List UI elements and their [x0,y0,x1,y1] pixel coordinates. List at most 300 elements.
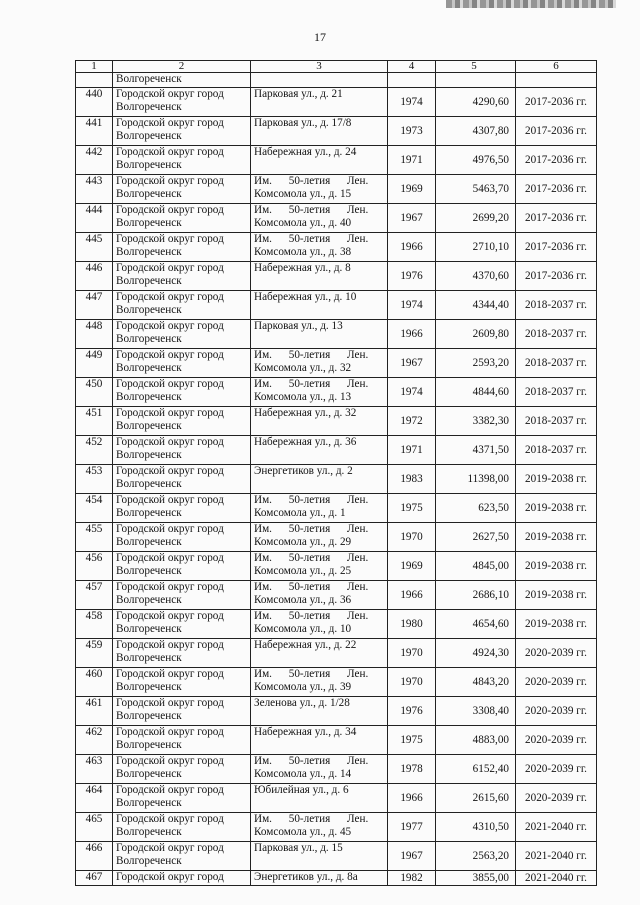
address-line-2: Комсомола ул., д. 40 [254,217,352,229]
cell-address [251,204,388,233]
cell-period: 2017-2036 гг. [516,146,597,175]
table-row [76,233,597,262]
cell-address [251,88,388,117]
cell-address [251,262,388,291]
address-line-1: Им. 50-летия Лен. [254,610,369,622]
cell-period: 2021-2040 гг. [516,842,597,871]
cell-address [251,784,388,813]
cell-address [251,320,388,349]
municipality-line-2: Волгореченск [116,101,182,113]
cell-number: 446 [76,262,113,291]
cell-number: 457 [76,581,113,610]
municipality-line-1: Городской округ город [116,204,224,216]
cell-municipality [113,871,251,886]
cell-year: 1983 [388,465,436,494]
cell-address [251,233,388,262]
municipality-line-1: Городской округ город [116,88,224,100]
cell-area: 3855,00 [436,871,516,886]
municipality-line-2: Волгореченск [116,449,182,461]
cell-number: 449 [76,349,113,378]
cell-number: 458 [76,610,113,639]
cell-municipality [113,436,251,465]
municipality-line-1: Городской округ город [116,755,224,767]
table-row [76,755,597,784]
cell-address [251,842,388,871]
municipality-line-2: Волгореченск [116,710,182,722]
municipality-line-2: Волгореченск [116,768,182,780]
address-line-2: Комсомола ул., д. 38 [254,246,352,258]
cell-period: 2018-2037 гг. [516,320,597,349]
municipality-line-1: Городской округ город [116,697,224,709]
cell-period: 2018-2037 гг. [516,407,597,436]
cell-area: 2609,80 [436,320,516,349]
cell-period: 2021-2040 гг. [516,813,597,842]
cell-year: 1982 [388,871,436,886]
cell-area: 4883,00 [436,726,516,755]
cell-address [251,146,388,175]
cell-municipality [113,378,251,407]
municipality-line-2: Волгореченск [116,275,182,287]
address-line-2: Комсомола ул., д. 14 [254,768,352,780]
cell-year: 1976 [388,262,436,291]
cell-period: 2019-2038 гг. [516,552,597,581]
cell-year: 1980 [388,610,436,639]
address-line-2: Комсомола ул., д. 15 [254,188,352,200]
cell-number: 443 [76,175,113,204]
cell-municipality [113,407,251,436]
cell-period: 2020-2039 гг. [516,639,597,668]
cell-area: 2686,10 [436,581,516,610]
address-line-1: Им. 50-летия Лен. [254,204,369,216]
municipality-line-2: Волгореченск [116,478,182,490]
cell-year: 1967 [388,842,436,871]
cell-address [251,755,388,784]
municipality-line-1: Городской округ город [116,871,224,883]
cell-municipality [113,523,251,552]
cell-address [251,378,388,407]
cell-area: 2699,20 [436,204,516,233]
cell-year: 1975 [388,494,436,523]
address-line-1: Набережная ул., д. 22 [254,639,357,651]
housing-table [75,60,597,886]
cell-year: 1971 [388,146,436,175]
address-line-1: Парковая ул., д. 15 [254,842,343,854]
table-row [76,784,597,813]
address-line-1: Им. 50-летия Лен. [254,552,369,564]
cell-area: 4290,60 [436,88,516,117]
cell-area: 5463,70 [436,175,516,204]
cell-number: 448 [76,320,113,349]
cell-area: 3382,30 [436,407,516,436]
municipality-line-2: Волгореченск [116,565,182,577]
column-header: 2 [113,61,251,73]
column-header: 4 [388,61,436,73]
table-row [76,639,597,668]
address-line-1: Набережная ул., д. 24 [254,146,357,158]
cell-address [251,871,388,886]
cell-period: 2019-2038 гг. [516,581,597,610]
municipality-line-1: Городской округ город [116,175,224,187]
cell-number: 459 [76,639,113,668]
table-row [76,349,597,378]
cell-period: 2017-2036 гг. [516,233,597,262]
cell-period: 2020-2039 гг. [516,726,597,755]
cell-year: 1970 [388,668,436,697]
cell-address [251,73,388,88]
municipality-line-1: Городской округ город [116,494,224,506]
municipality-line-1: Городской округ город [116,436,224,448]
cell-address [251,639,388,668]
table-row [76,668,597,697]
cell-municipality [113,146,251,175]
address-line-1: Им. 50-летия Лен. [254,494,369,506]
address-line-2: Комсомола ул., д. 10 [254,623,352,635]
cell-area: 4654,60 [436,610,516,639]
table-row [76,610,597,639]
cell-municipality [113,291,251,320]
table-row [76,320,597,349]
cell-address [251,610,388,639]
cell-area: 2615,60 [436,784,516,813]
address-line-1: Набережная ул., д. 32 [254,407,357,419]
cell-year: 1977 [388,813,436,842]
municipality-line-2: Волгореченск [116,507,182,519]
cell-address [251,552,388,581]
cell-period: 2020-2039 гг. [516,697,597,726]
address-line-1: Им. 50-летия Лен. [254,378,369,390]
table-row [76,871,597,886]
address-line-1: Им. 50-летия Лен. [254,349,369,361]
table-row [76,813,597,842]
cell-number: 461 [76,697,113,726]
address-line-1: Им. 50-летия Лен. [254,523,369,535]
address-line-2: Комсомола ул., д. 25 [254,565,352,577]
cell-address [251,291,388,320]
cell-number: 460 [76,668,113,697]
cell-municipality [113,204,251,233]
column-header: 3 [251,61,388,73]
address-line-2: Комсомола ул., д. 45 [254,826,352,838]
cell-number: 447 [76,291,113,320]
cell-number: 462 [76,726,113,755]
cell-number: 467 [76,871,113,886]
cell-number: 451 [76,407,113,436]
municipality-line-1: Городской округ город [116,842,224,854]
address-line-1: Им. 50-летия Лен. [254,668,369,680]
cell-address [251,494,388,523]
municipality-line-1: Городской округ город [116,639,224,651]
municipality-line-2: Волгореченск [116,536,182,548]
cell-number: 456 [76,552,113,581]
cell-address [251,465,388,494]
address-line-2: Комсомола ул., д. 32 [254,362,352,374]
page-number: 17 [314,30,326,44]
municipality-line-1: Городской округ город [116,813,224,825]
municipality-line-1: Городской округ город [116,668,224,680]
cell-number: 440 [76,88,113,117]
cell-address [251,349,388,378]
cell-area: 4924,30 [436,639,516,668]
cell-municipality [113,320,251,349]
address-line-1: Им. 50-летия Лен. [254,175,369,187]
table-row-continued [76,73,597,88]
municipality-line-2: Волгореченск [116,855,182,867]
cell-area: 4310,50 [436,813,516,842]
municipality-line-2: Волгореченск [116,797,182,809]
table-row [76,552,597,581]
municipality-line-2: Волгореченск [116,652,182,664]
table-row [76,842,597,871]
address-line-1: Энергетиков ул., д. 8а [254,871,358,883]
cell-municipality [113,842,251,871]
cell-area: 623,50 [436,494,516,523]
cell-municipality [113,175,251,204]
address-line-1: Парковая ул., д. 21 [254,88,343,100]
cell-municipality [113,552,251,581]
table-row [76,494,597,523]
cell-period: 2017-2036 гг. [516,204,597,233]
municipality-line-2: Волгореченск [116,594,182,606]
cell-number: 454 [76,494,113,523]
address-line-1: Парковая ул., д. 17/8 [254,117,352,129]
column-header: 1 [76,61,113,73]
cell-municipality [113,117,251,146]
cell-period: 2021-2040 гг. [516,871,597,886]
municipality-line-1: Городской округ город [116,523,224,535]
table-row [76,697,597,726]
cell-area: 3308,40 [436,697,516,726]
cell-address [251,436,388,465]
cell-year: 1971 [388,436,436,465]
municipality-line-1: Городской округ город [116,291,224,303]
cell-number: 442 [76,146,113,175]
address-line-1: Им. 50-летия Лен. [254,755,369,767]
municipality-line-2: Волгореченск [116,826,182,838]
municipality-line-1: Городской округ город [116,349,224,361]
cell-area: 4344,40 [436,291,516,320]
cell-number: 453 [76,465,113,494]
address-line-1: Набережная ул., д. 34 [254,726,357,738]
table-row [76,291,597,320]
cell-address [251,668,388,697]
cell-number: 466 [76,842,113,871]
cell-area: 2627,50 [436,523,516,552]
cell-year: 1969 [388,552,436,581]
cell-municipality [113,668,251,697]
cell-area [436,73,516,88]
municipality-line-1: Городской округ город [116,581,224,593]
cell-year: 1974 [388,88,436,117]
cell-period: 2017-2036 гг. [516,175,597,204]
cell-area: 2593,20 [436,349,516,378]
cell-period: 2020-2039 гг. [516,755,597,784]
cell-area: 4844,60 [436,378,516,407]
table-row [76,204,597,233]
cell-number: 465 [76,813,113,842]
municipality-line-2: Волгореченск [116,217,182,229]
address-line-2: Комсомола ул., д. 39 [254,681,352,693]
cell-number: 441 [76,117,113,146]
cell-area: 4845,00 [436,552,516,581]
cell-municipality [113,610,251,639]
municipality-line-1: Городской округ город [116,784,224,796]
cell-period: 2017-2036 гг. [516,117,597,146]
cell-year: 1970 [388,639,436,668]
cell-period: 2017-2036 гг. [516,262,597,291]
municipality-line-2: Волгореченск [116,362,182,374]
table-header-row [76,61,597,73]
municipality-line-2: Волгореченск [116,739,182,751]
municipality-line-1: Городской округ город [116,407,224,419]
cell-municipality [113,755,251,784]
cell-municipality [113,813,251,842]
municipality-line-1: Городской округ город [116,465,224,477]
cell-municipality [113,262,251,291]
cell-municipality [113,88,251,117]
cell-year: 1966 [388,233,436,262]
cell-year: 1974 [388,378,436,407]
housing-table-sheet [75,60,590,886]
address-line-1: Им. 50-летия Лен. [254,581,369,593]
cell-area: 4843,20 [436,668,516,697]
address-line-2: Комсомола ул., д. 36 [254,594,352,606]
cell-number: 464 [76,784,113,813]
address-line-2: Комсомола ул., д. 1 [254,507,346,519]
cell-area: 4371,50 [436,436,516,465]
cell-year: 1966 [388,581,436,610]
cell-municipality [113,581,251,610]
cell-address [251,117,388,146]
cell-address [251,697,388,726]
table-row [76,436,597,465]
cell-municipality: Волгореченск [113,73,251,88]
cell-address [251,407,388,436]
address-line-1: Набережная ул., д. 8 [254,262,351,274]
table-row [76,465,597,494]
cell-municipality [113,349,251,378]
cell-municipality [113,465,251,494]
table-row [76,407,597,436]
cell-municipality [113,784,251,813]
cell-municipality [113,639,251,668]
municipality-line-1: Городской округ город [116,552,224,564]
address-line-1: Им. 50-летия Лен. [254,233,369,245]
cell-period: 2019-2038 гг. [516,610,597,639]
column-header: 5 [436,61,516,73]
cell-period: 2019-2038 гг. [516,465,597,494]
table-row [76,88,597,117]
table-row [76,581,597,610]
table-row [76,523,597,552]
cell-address [251,523,388,552]
cell-area: 4307,80 [436,117,516,146]
cell-year: 1972 [388,407,436,436]
municipality-line-1: Городской округ город [116,262,224,274]
municipality-line-2: Волгореченск [116,188,182,200]
cell-area: 4370,60 [436,262,516,291]
cell-period [516,73,597,88]
cell-year: 1966 [388,784,436,813]
address-line-2: Комсомола ул., д. 13 [254,391,352,403]
cell-year: 1967 [388,204,436,233]
cell-address [251,813,388,842]
address-line-1: Им. 50-летия Лен. [254,813,369,825]
cell-area: 2563,20 [436,842,516,871]
cell-number: 444 [76,204,113,233]
column-header: 6 [516,61,597,73]
municipality-line-1: Городской округ город [116,233,224,245]
cell-period: 2018-2037 гг. [516,436,597,465]
table-row [76,726,597,755]
cell-number: 445 [76,233,113,262]
cell-year: 1973 [388,117,436,146]
municipality-line-1: Городской округ город [116,726,224,738]
cell-area: 4976,50 [436,146,516,175]
municipality-line-2: Волгореченск [116,159,182,171]
municipality-line-2: Волгореченск [116,391,182,403]
table-row [76,378,597,407]
municipality-line-2: Волгореченск [116,130,182,142]
cell-number [76,73,113,88]
municipality-line-2: Волгореченск [116,681,182,693]
cell-year: 1976 [388,697,436,726]
cell-number: 452 [76,436,113,465]
cell-year [388,73,436,88]
municipality-line-2: Волгореченск [116,623,182,635]
cell-period: 2019-2038 гг. [516,523,597,552]
cell-address [251,726,388,755]
cell-period: 2019-2038 гг. [516,494,597,523]
cell-area: 6152,40 [436,755,516,784]
cell-number: 463 [76,755,113,784]
municipality-line-2: Волгореченск [116,333,182,345]
cell-municipality [113,233,251,262]
cell-year: 1967 [388,349,436,378]
address-line-1: Юбилейная ул., д. 6 [254,784,349,796]
cell-period: 2020-2039 гг. [516,668,597,697]
cell-year: 1974 [388,291,436,320]
address-line-1: Набережная ул., д. 10 [254,291,357,303]
table-row [76,175,597,204]
cell-municipality [113,494,251,523]
scan-artifact [446,0,616,8]
address-line-2: Комсомола ул., д. 29 [254,536,352,548]
address-line-1: Энергетиков ул., д. 2 [254,465,353,477]
cell-year: 1966 [388,320,436,349]
cell-number: 450 [76,378,113,407]
municipality-line-2: Волгореченск [116,304,182,316]
cell-address [251,581,388,610]
cell-year: 1975 [388,726,436,755]
table-row [76,146,597,175]
municipality-line-1: Городской округ город [116,146,224,158]
municipality-line-2: Волгореченск [116,420,182,432]
cell-period: 2018-2037 гг. [516,291,597,320]
cell-area: 2710,10 [436,233,516,262]
municipality-line-1: Городской округ город [116,117,224,129]
cell-number: 455 [76,523,113,552]
municipality-line-1: Городской округ город [116,378,224,390]
municipality-line-2: Волгореченск [116,246,182,258]
cell-period: 2018-2037 гг. [516,349,597,378]
municipality-line-1: Городской округ город [116,610,224,622]
cell-year: 1970 [388,523,436,552]
cell-period: 2018-2037 гг. [516,378,597,407]
cell-year: 1969 [388,175,436,204]
municipality-line-1: Городской округ город [116,320,224,332]
table-row [76,262,597,291]
cell-year: 1978 [388,755,436,784]
